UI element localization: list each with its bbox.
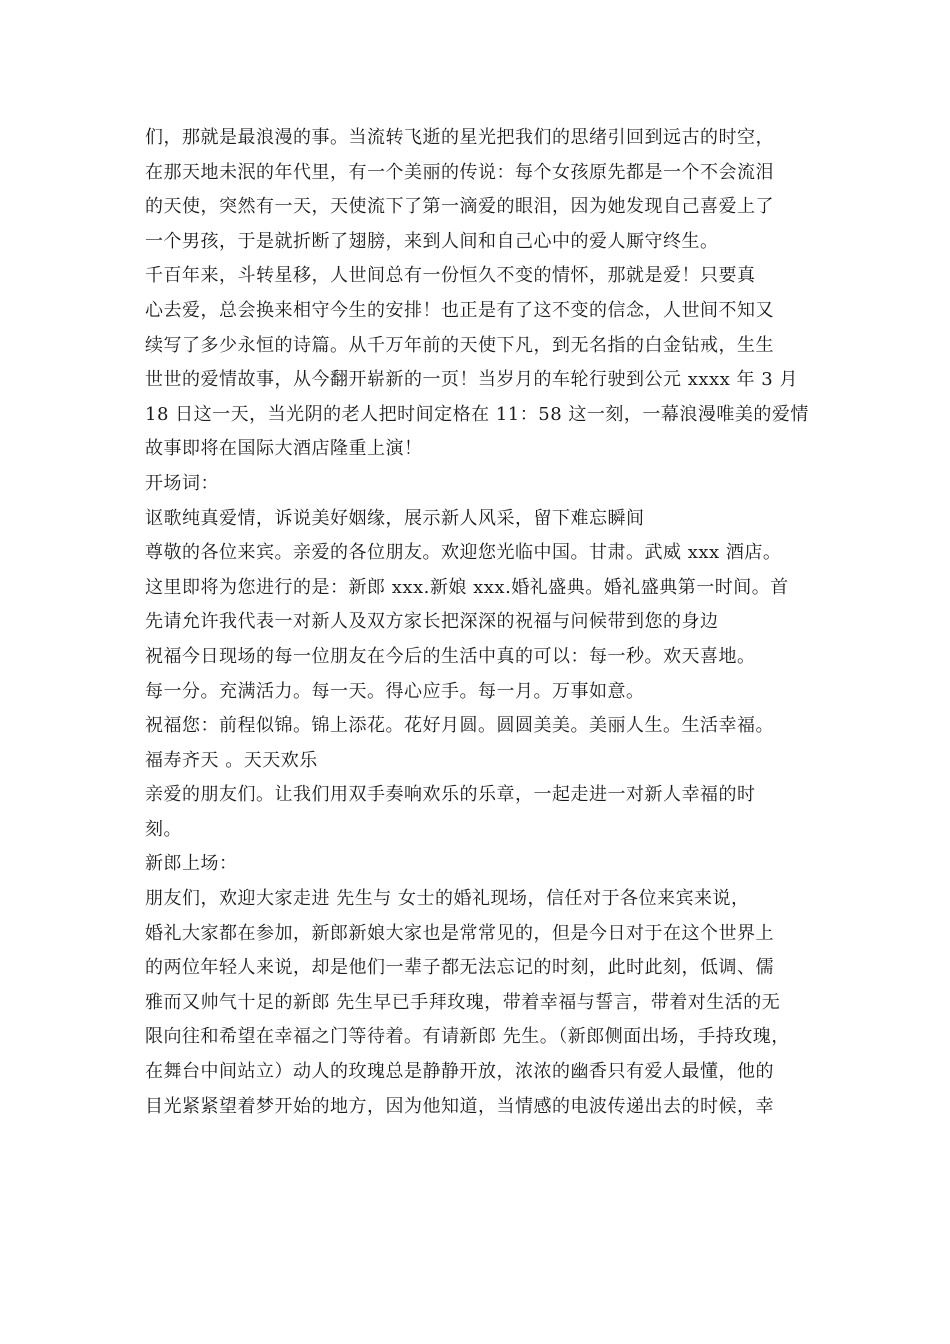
text-line: 心去爱，总会换来相守今生的安排！也正是有了这不变的信念，人世间不知又	[145, 299, 774, 321]
text-line: 朋友们，欢迎大家走进 先生与 女士的婚礼现场，信任对于各位来宾来说，	[145, 888, 750, 910]
text-line: 刻。	[145, 818, 182, 840]
text-line: 讴歌纯真爱情，诉说美好姻缘，展示新人风采，留下难忘瞬间	[145, 507, 645, 529]
section-heading: 开场词：	[145, 472, 219, 494]
text-line: 18 日这一天，当光阴的老人把时间定格在 11：58 这一刻，一幕浪漫唯美的爱情	[145, 403, 809, 425]
text-line: 亲爱的朋友们。让我们用双手奏响欢乐的乐章，一起走进一对新人幸福的时	[145, 784, 756, 806]
text-line: 雅而又帅气十足的新郎 先生早已手拜玫瑰，带着幸福与誓言，带着对生活的无	[145, 991, 781, 1013]
text-line: 祝福您：前程似锦。锦上添花。花好月圆。圆圆美美。美丽人生。生活幸福。	[145, 715, 774, 737]
document-body	[145, 121, 825, 1124]
text-line: 续写了多少永恒的诗篇。从千万年前的天使下凡，到无名指的白金钻戒，生生	[145, 334, 774, 356]
text-line: 这里即将为您进行的是：新郎 xxx.新娘 xxx.婚礼盛典。婚礼盛典第一时间。首	[145, 576, 789, 598]
text-line: 婚礼大家都在参加，新郎新娘大家也是常常见的，但是今日对于在这个世界上	[145, 922, 774, 944]
text-line: 世世的爱情故事，从今翻开崭新的一页！当岁月的车轮行驶到公元 xxxx 年 3 月	[145, 369, 798, 391]
text-line: 限向往和希望在幸福之门等待着。有请新郎 先生。（新郎侧面出场，手持玫瑰，	[145, 1026, 790, 1048]
text-line: 先请允许我代表一对新人及双方家长把深深的祝福与问候带到您的身边	[145, 611, 719, 633]
text-line: 一个男孩，于是就折断了翅膀，来到人间和自己心中的爱人厮守终生。	[145, 230, 719, 252]
text-line: 福寿齐天 。天天欢乐	[145, 749, 318, 771]
text-line: 们，那就是最浪漫的事。当流转飞逝的星光把我们的思绪引回到远古的时空，	[145, 127, 774, 148]
text-line: 每一分。充满活力。每一天。得心应手。每一月。万事如意。	[145, 680, 645, 702]
text-line: 尊敬的各位来宾。亲爱的各位朋友。欢迎您光临中国。甘肃。武威 xxx 酒店。	[145, 542, 782, 564]
text-line: 的天使，突然有一天，天使流下了第一滴爱的眼泪，因为她发现自己喜爱上了	[145, 196, 774, 218]
text-line: 祝福今日现场的每一位朋友在今后的生活中真的可以：每一秒。欢天喜地。	[145, 645, 756, 667]
section-heading: 新郎上场：	[145, 853, 238, 875]
text-line: 的两位年轻人来说，却是他们一辈子都无法忘记的时刻，此时此刻，低调、儒	[145, 957, 774, 979]
text-line: 千百年来，斗转星移，人世间总有一份恒久不变的情怀，那就是爱！只要真	[145, 265, 756, 287]
text-line: 故事即将在国际大酒店隆重上演！	[145, 438, 423, 460]
text-line: 在那天地未泯的年代里，有一个美丽的传说：每个女孩原先都是一个不会流泪	[145, 161, 774, 183]
text-line: 目光紧紧望着梦开始的地方，因为他知道，当情感的电波传递出去的时候，幸	[145, 1095, 774, 1117]
text-line: 在舞台中间站立）动人的玫瑰总是静静开放，浓浓的幽香只有爱人最懂，他的	[145, 1061, 774, 1083]
